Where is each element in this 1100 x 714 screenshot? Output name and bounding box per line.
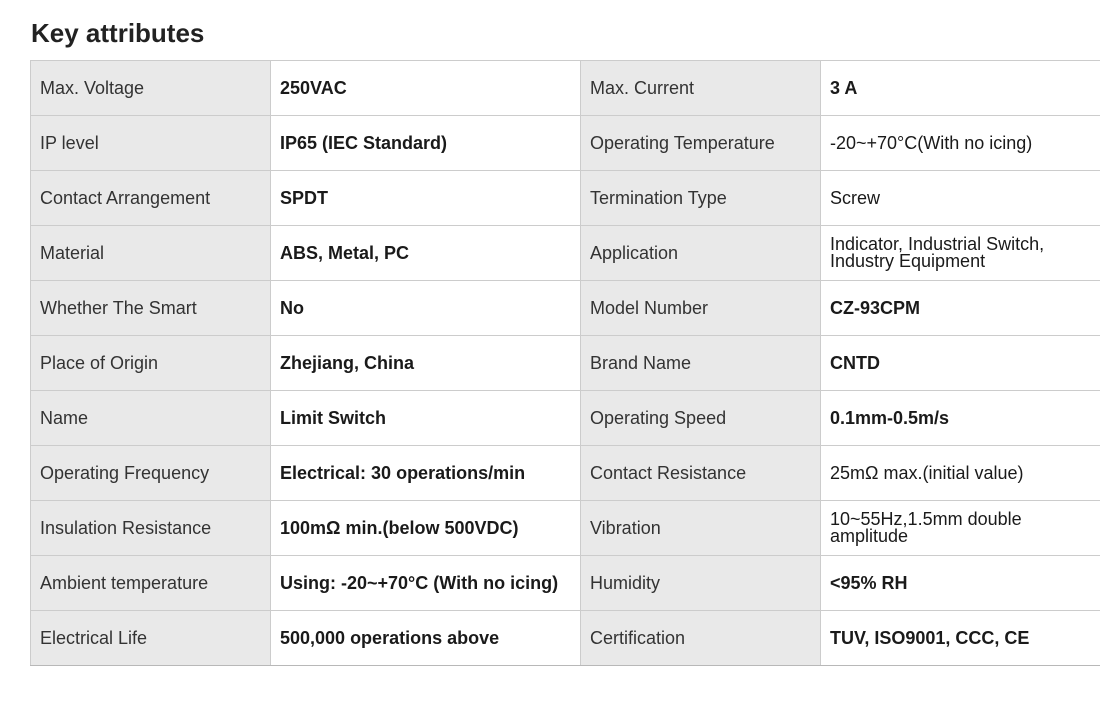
table-row	[31, 556, 1100, 611]
attribute-label: Material	[31, 226, 271, 281]
attribute-value: CZ-93CPM	[821, 281, 1100, 336]
table-row	[31, 611, 1100, 666]
table-row	[31, 391, 1100, 446]
attribute-label: Max. Voltage	[31, 61, 271, 116]
attribute-value: 10~55Hz,1.5mm double amplitude	[821, 501, 1100, 556]
attribute-value: Electrical: 30 operations/min	[271, 446, 581, 501]
key-attributes-table	[30, 60, 1100, 666]
attribute-value: <95% RH	[821, 556, 1100, 611]
attribute-label: Operating Frequency	[31, 446, 271, 501]
attribute-value: 0.1mm-0.5m/s	[821, 391, 1100, 446]
table-row	[31, 281, 1100, 336]
table-row	[31, 501, 1100, 556]
section-heading: Key attributes	[31, 18, 205, 48]
attribute-value: Using: -20~+70°C (With no icing)	[271, 556, 581, 611]
attribute-label: Vibration	[581, 501, 821, 556]
attribute-value: 250VAC	[271, 61, 581, 116]
attribute-label: Model Number	[581, 281, 821, 336]
attribute-value: Limit Switch	[271, 391, 581, 446]
attribute-value: 3 A	[821, 61, 1100, 116]
table-row	[31, 336, 1100, 391]
attribute-label: Operating Speed	[581, 391, 821, 446]
table-row	[31, 446, 1100, 501]
attribute-label: Electrical Life	[31, 611, 271, 666]
attribute-label: Max. Current	[581, 61, 821, 116]
attribute-label: Insulation Resistance	[31, 501, 271, 556]
table-row	[31, 171, 1100, 226]
table-row	[31, 226, 1100, 281]
attribute-value: Zhejiang, China	[271, 336, 581, 391]
attribute-value: CNTD	[821, 336, 1100, 391]
attribute-label: Contact Arrangement	[31, 171, 271, 226]
attribute-label: Application	[581, 226, 821, 281]
attribute-label: Brand Name	[581, 336, 821, 391]
attribute-label: Ambient temperature	[31, 556, 271, 611]
attribute-value: Indicator, Industrial Switch, Industry Equipment	[821, 226, 1100, 281]
attribute-value: Screw	[821, 171, 1100, 226]
attribute-value: TUV, ISO9001, CCC, CE	[821, 611, 1100, 666]
attribute-label: Contact Resistance	[581, 446, 821, 501]
attribute-label: Name	[31, 391, 271, 446]
attribute-value: SPDT	[271, 171, 581, 226]
attribute-value: 500,000 operations above	[271, 611, 581, 666]
attribute-label: Whether The Smart	[31, 281, 271, 336]
attribute-label: IP level	[31, 116, 271, 171]
attribute-value: 25mΩ max.(initial value)	[821, 446, 1100, 501]
attribute-label: Certification	[581, 611, 821, 666]
table-row	[31, 61, 1100, 116]
attribute-value: ABS, Metal, PC	[271, 226, 581, 281]
attribute-value: IP65 (IEC Standard)	[271, 116, 581, 171]
attribute-label: Operating Temperature	[581, 116, 821, 171]
attribute-value: 100mΩ min.(below 500VDC)	[271, 501, 581, 556]
attribute-value: No	[271, 281, 581, 336]
table-row	[31, 116, 1100, 171]
attribute-value: -20~+70°C(With no icing)	[821, 116, 1100, 171]
attribute-label: Place of Origin	[31, 336, 271, 391]
attribute-label: Termination Type	[581, 171, 821, 226]
attribute-label: Humidity	[581, 556, 821, 611]
